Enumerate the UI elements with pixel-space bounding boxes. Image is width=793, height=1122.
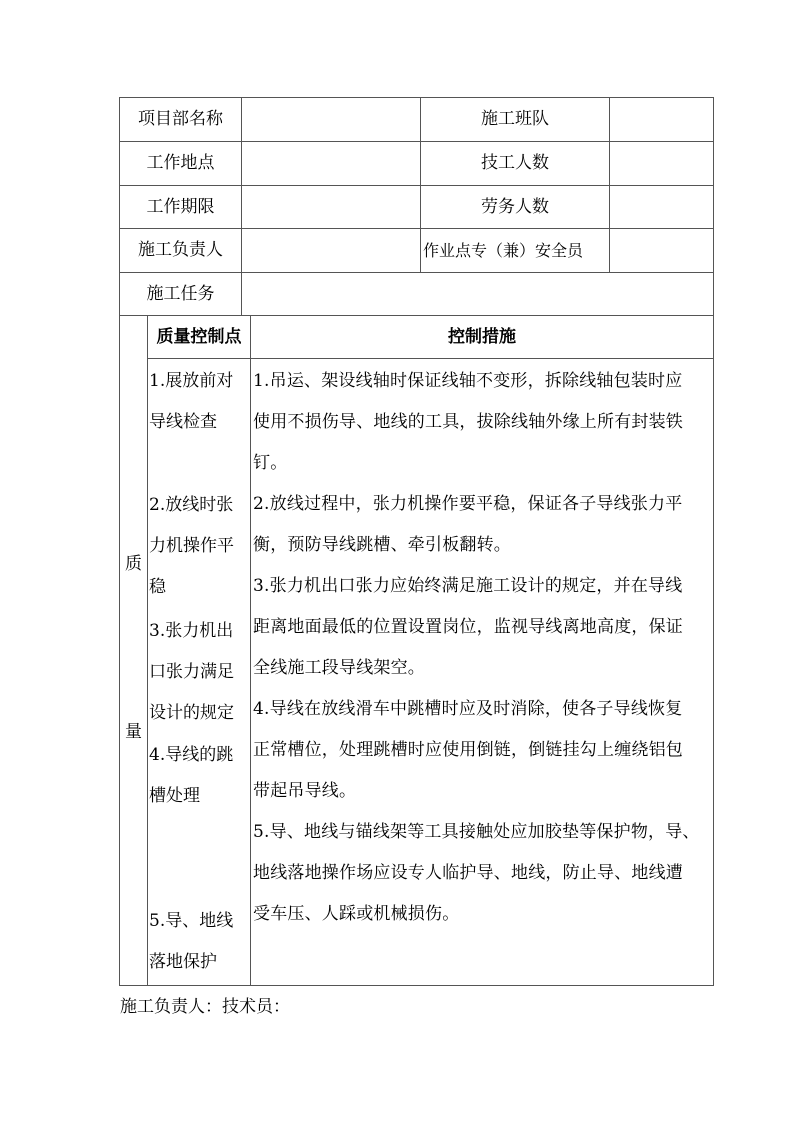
label-work-location: 工作地点 <box>146 153 215 173</box>
measure-line: 正常槽位，处理跳槽时应使用倒链，倒链挂勾上缠绕铝包 <box>253 740 683 760</box>
table-border-right <box>713 97 714 986</box>
measure-line: 钉。 <box>253 453 288 473</box>
quality-point-line: 1.展放前对 <box>149 371 234 391</box>
row-divider <box>147 358 714 359</box>
value-safety-officer[interactable] <box>610 229 713 272</box>
measure-line: 衡，预防导线跳槽、牵引板翻转。 <box>253 535 511 555</box>
value-work-period[interactable] <box>242 186 420 228</box>
quality-point-line: 4.导线的跳 <box>149 745 234 765</box>
control-measures-text <box>253 361 713 941</box>
value-construction-task[interactable] <box>242 273 713 315</box>
measure-line: 全线施工段导线架空。 <box>253 658 425 678</box>
quality-point-1 <box>149 361 250 451</box>
value-construction-lead[interactable] <box>242 229 420 272</box>
table-border-bottom <box>119 985 714 986</box>
quality-point-5 <box>149 901 250 983</box>
quality-point-line: 2.放线时张 <box>149 495 234 515</box>
quality-point-line: 5.导、地线 <box>149 911 234 931</box>
quality-point-line: 槽处理 <box>149 786 200 806</box>
label-work-period: 工作期限 <box>146 196 215 217</box>
quality-point-line: 3.张力机出 <box>149 621 234 641</box>
control-measure-header: 控制措施 <box>448 326 516 347</box>
quality-point-4 <box>149 735 250 817</box>
quality-point-line: 设计的规定 <box>149 703 234 723</box>
quality-point-line: 口张力满足 <box>149 662 234 682</box>
label-skilled-workers: 技工人数 <box>481 153 549 173</box>
value-project-dept[interactable] <box>242 98 420 141</box>
quality-point-3 <box>149 611 250 734</box>
measure-line: 2.放线过程中，张力机操作要平稳，保证各子导线张力平 <box>253 494 683 514</box>
quality-point-line: 稳 <box>149 577 166 597</box>
quality-point-header: 质量控制点 <box>156 326 242 347</box>
measure-line: 使用不损伤导、地线的工具，拔除线轴外缘上所有封装铁 <box>253 412 683 432</box>
col-divider <box>147 315 148 985</box>
quality-point-line: 导线检查 <box>149 412 217 432</box>
measure-line: 带起吊导线。 <box>253 781 357 801</box>
quality-point-2 <box>149 485 250 608</box>
measure-line: 距离地面最低的位置设置岗位，监视导线离地高度，保证 <box>253 617 683 637</box>
value-labor-workers[interactable] <box>610 186 713 228</box>
label-construction-lead: 施工负责人 <box>138 240 223 260</box>
quality-side-label-top: 质 <box>125 553 142 574</box>
quality-side-label-bottom: 量 <box>125 721 142 742</box>
label-construction-team: 施工班队 <box>481 109 549 129</box>
label-construction-task: 施工任务 <box>146 283 215 304</box>
measure-line: 1.吊运、架设线轴时保证线轴不变形，拆除线轴包装时应 <box>253 371 683 391</box>
signature-footer: 施工负责人：技术员： <box>120 997 290 1017</box>
label-project-dept: 项目部名称 <box>138 109 223 129</box>
value-skilled-workers[interactable] <box>610 142 713 185</box>
measure-line: 5.导、地线与锚线架等工具接触处应加胶垫等保护物，导、 <box>253 822 700 842</box>
label-safety-officer: 作业点专（兼）安全员 <box>423 240 584 260</box>
quality-point-line: 力机操作平 <box>149 536 234 556</box>
label-labor-workers: 劳务人数 <box>481 196 549 217</box>
measure-line: 受车压、人踩或机械损伤。 <box>253 904 460 924</box>
measure-line: 3.张力机出口张力应始终满足施工设计的规定，并在导线 <box>253 576 683 596</box>
quality-point-line: 落地保护 <box>149 952 217 972</box>
col-divider <box>250 315 251 985</box>
measure-line: 地线落地操作场应设专人临护导、地线，防止导、地线遭 <box>253 863 683 883</box>
value-construction-team[interactable] <box>610 98 713 141</box>
measure-line: 4.导线在放线滑车中跳槽时应及时消除，使各子导线恢复 <box>253 699 683 719</box>
value-work-location[interactable] <box>242 142 420 185</box>
